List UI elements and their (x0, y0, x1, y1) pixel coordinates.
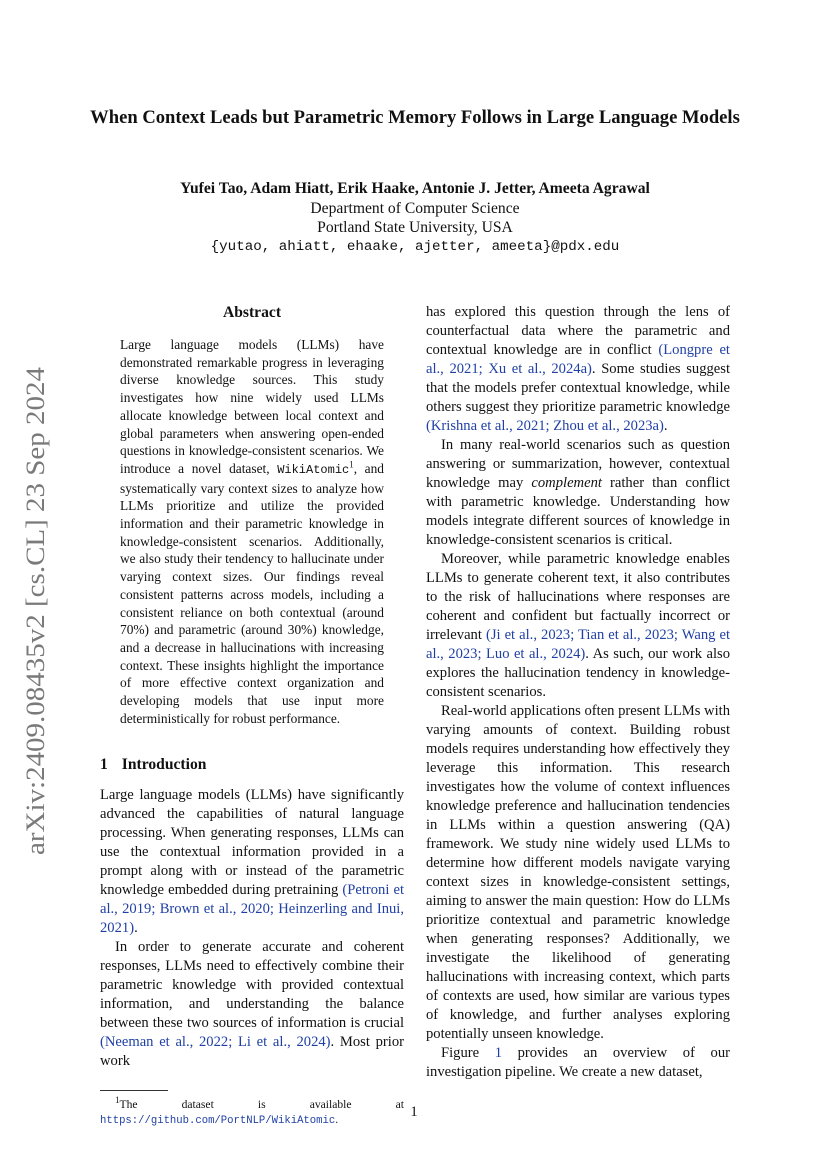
author-emails: {yutao, ahiatt, ehaake, ajetter, ameeta}@pdx.edu (210, 238, 620, 255)
footnote-mark: 1 (349, 459, 354, 470)
footnote: $^1$The dataset is available at https://github.com/PortNLP/WikiAtomic. (100, 1095, 404, 1128)
citation-link[interactable]: (Petroni et al., 2019; Brown et al., 2020; Heinzerling and Inui, 2021) (100, 882, 404, 937)
arxiv-id-text: arXiv:2409.08435v2 [cs.CL] 23 Sep 2024 (21, 417, 50, 855)
university: Portland State University, USA (317, 219, 513, 236)
citation-link[interactable]: (Neeman et al., 2022; Li et al., 2024) (100, 1034, 331, 1051)
footnote-rule (100, 1090, 168, 1091)
intro-paragraph: In many real-world scenarios such as question answering or summarization, however, contextual knowledge may complement rather than conflict with parametric knowledge. Understanding how models integrate different sources of knowledge in knowledge-consistent scenarios is critical. (426, 437, 730, 548)
citation-link[interactable]: (Krishna et al., 2021; Zhou et al., 2023a) (426, 418, 664, 434)
emphasis: complement (531, 475, 602, 491)
author-names: Yufei Tao, Adam Hiatt, Erik Haake, Antonie J. Jetter, Ameeta Agrawal (180, 180, 650, 197)
dataset-name: WikiAtomic (277, 462, 350, 477)
page-number: 1 (410, 1104, 418, 1120)
figure-reference-link[interactable]: 1 (494, 1045, 503, 1061)
arxiv-identifier (16, 365, 56, 855)
abstract-heading: Abstract (222, 304, 282, 321)
citation-link[interactable]: (Ji et al., 2023; Tian et al., 2023; Wang et al., 2023; Luo et al., 2024) (426, 627, 731, 662)
section-heading-introduction: 1 Introduction (100, 756, 207, 774)
paper-title: When Context Leads but Parametric Memory Follows in Large Language Models (90, 107, 740, 128)
intro-paragraph: In order to generate accurate and coherent responses, LLMs need to effectively combine their parametric knowledge with provided contextual information, and understanding the balance between these two sources of information is crucial (Neeman et al., 2022; Li et al., 2024). Most prior work (100, 939, 405, 1070)
citation-link[interactable]: (Longpre et al., 2021; Xu et al., 2024a) (426, 342, 730, 377)
department: Department of Computer Science (310, 199, 520, 217)
author-block (90, 179, 740, 257)
intro-paragraph: Moreover, while parametric knowledge enables LLMs to generate coherent text, it also contributes to the risk of hallucinations where responses are coherent and confident but factually incorrect or irrelevant (Ji et al., 2023; Tian et al., 2023; Wang et al., 2023; Luo et al., 2024). As such, our work also explores the hallucination tendency in knowledge-consistent scenarios. (426, 551, 731, 700)
dataset-url-link[interactable]: https://github.com/PortNLP/WikiAtomic (100, 1115, 336, 1128)
intro-paragraph: has explored this question through the lens of counterfactual data where the parametric and contextual knowledge are in conflict (Longpre et al., 2021; Xu et al., 2024a). Some studies suggest that the models prefer contextual knowledge, while others suggest they prioritize parametric knowledge (Krishna et al., 2021; Zhou et al., 2023a). (426, 304, 731, 434)
intro-paragraph: Figure 1 provides an overview of our investigation pipeline. We create a new dataset, (426, 1045, 730, 1080)
intro-paragraph: Large language models (LLMs) have significantly advanced the capabilities of natural language processing. When generating responses, LLMs can use the contextual information provided in a prompt along with or instead of the parametric knowledge embedded during pretraining (Petroni et al., 2019; Brown et al., 2020; Heinzerling and Inui, 2021). (100, 787, 404, 937)
left-column (100, 303, 404, 1129)
right-column (426, 303, 730, 1082)
abstract-text: Large language models (LLMs) have demonstrated remarkable progress in leveraging diverse knowledge sources. This study investigates how nine widely used LLMs allocate knowledge between local context and global parameters when answering open-ended questions in knowledge-consistent scenarios. We introduce a novel dataset, WikiAtomic$^1$, and systematically vary context sizes to analyze how LLMs prioritize and utilize the provided information and their parametric knowledge in knowledge-consistent scenarios. Additionally, we also study their tendency to hallucinate under varying context sizes. Our findings reveal consistent patterns across models, including a consistent reliance on both contextual (around 70%) and parametric (around 30%) knowledge, and a decrease in hallucinations with increasing context. These insights highlight the importance of more effective context organization and developing models that use input more deterministically for robust performance. (120, 337, 385, 726)
intro-paragraph: Real-world applications often present LLMs with varying amounts of context. Building robust models requires understanding how effectively they leverage this information. This research investigates how the volume of context influences knowledge preference and hallucination tendencies in LLMs within a question answering (QA) framework. We study nine widely used LLMs to determine how different models navigate varying context sizes in knowledge-consistent settings, aiming to answer the main question: How do LLMs prioritize contextual and parametric knowledge when generating responses? Additionally, we investigate the likelihood of generating hallucinations with increasing context, which parts of contexts are used, how similar are various types of knowledge, and further analyses exploring potentially unseen knowledge. (426, 703, 730, 1042)
